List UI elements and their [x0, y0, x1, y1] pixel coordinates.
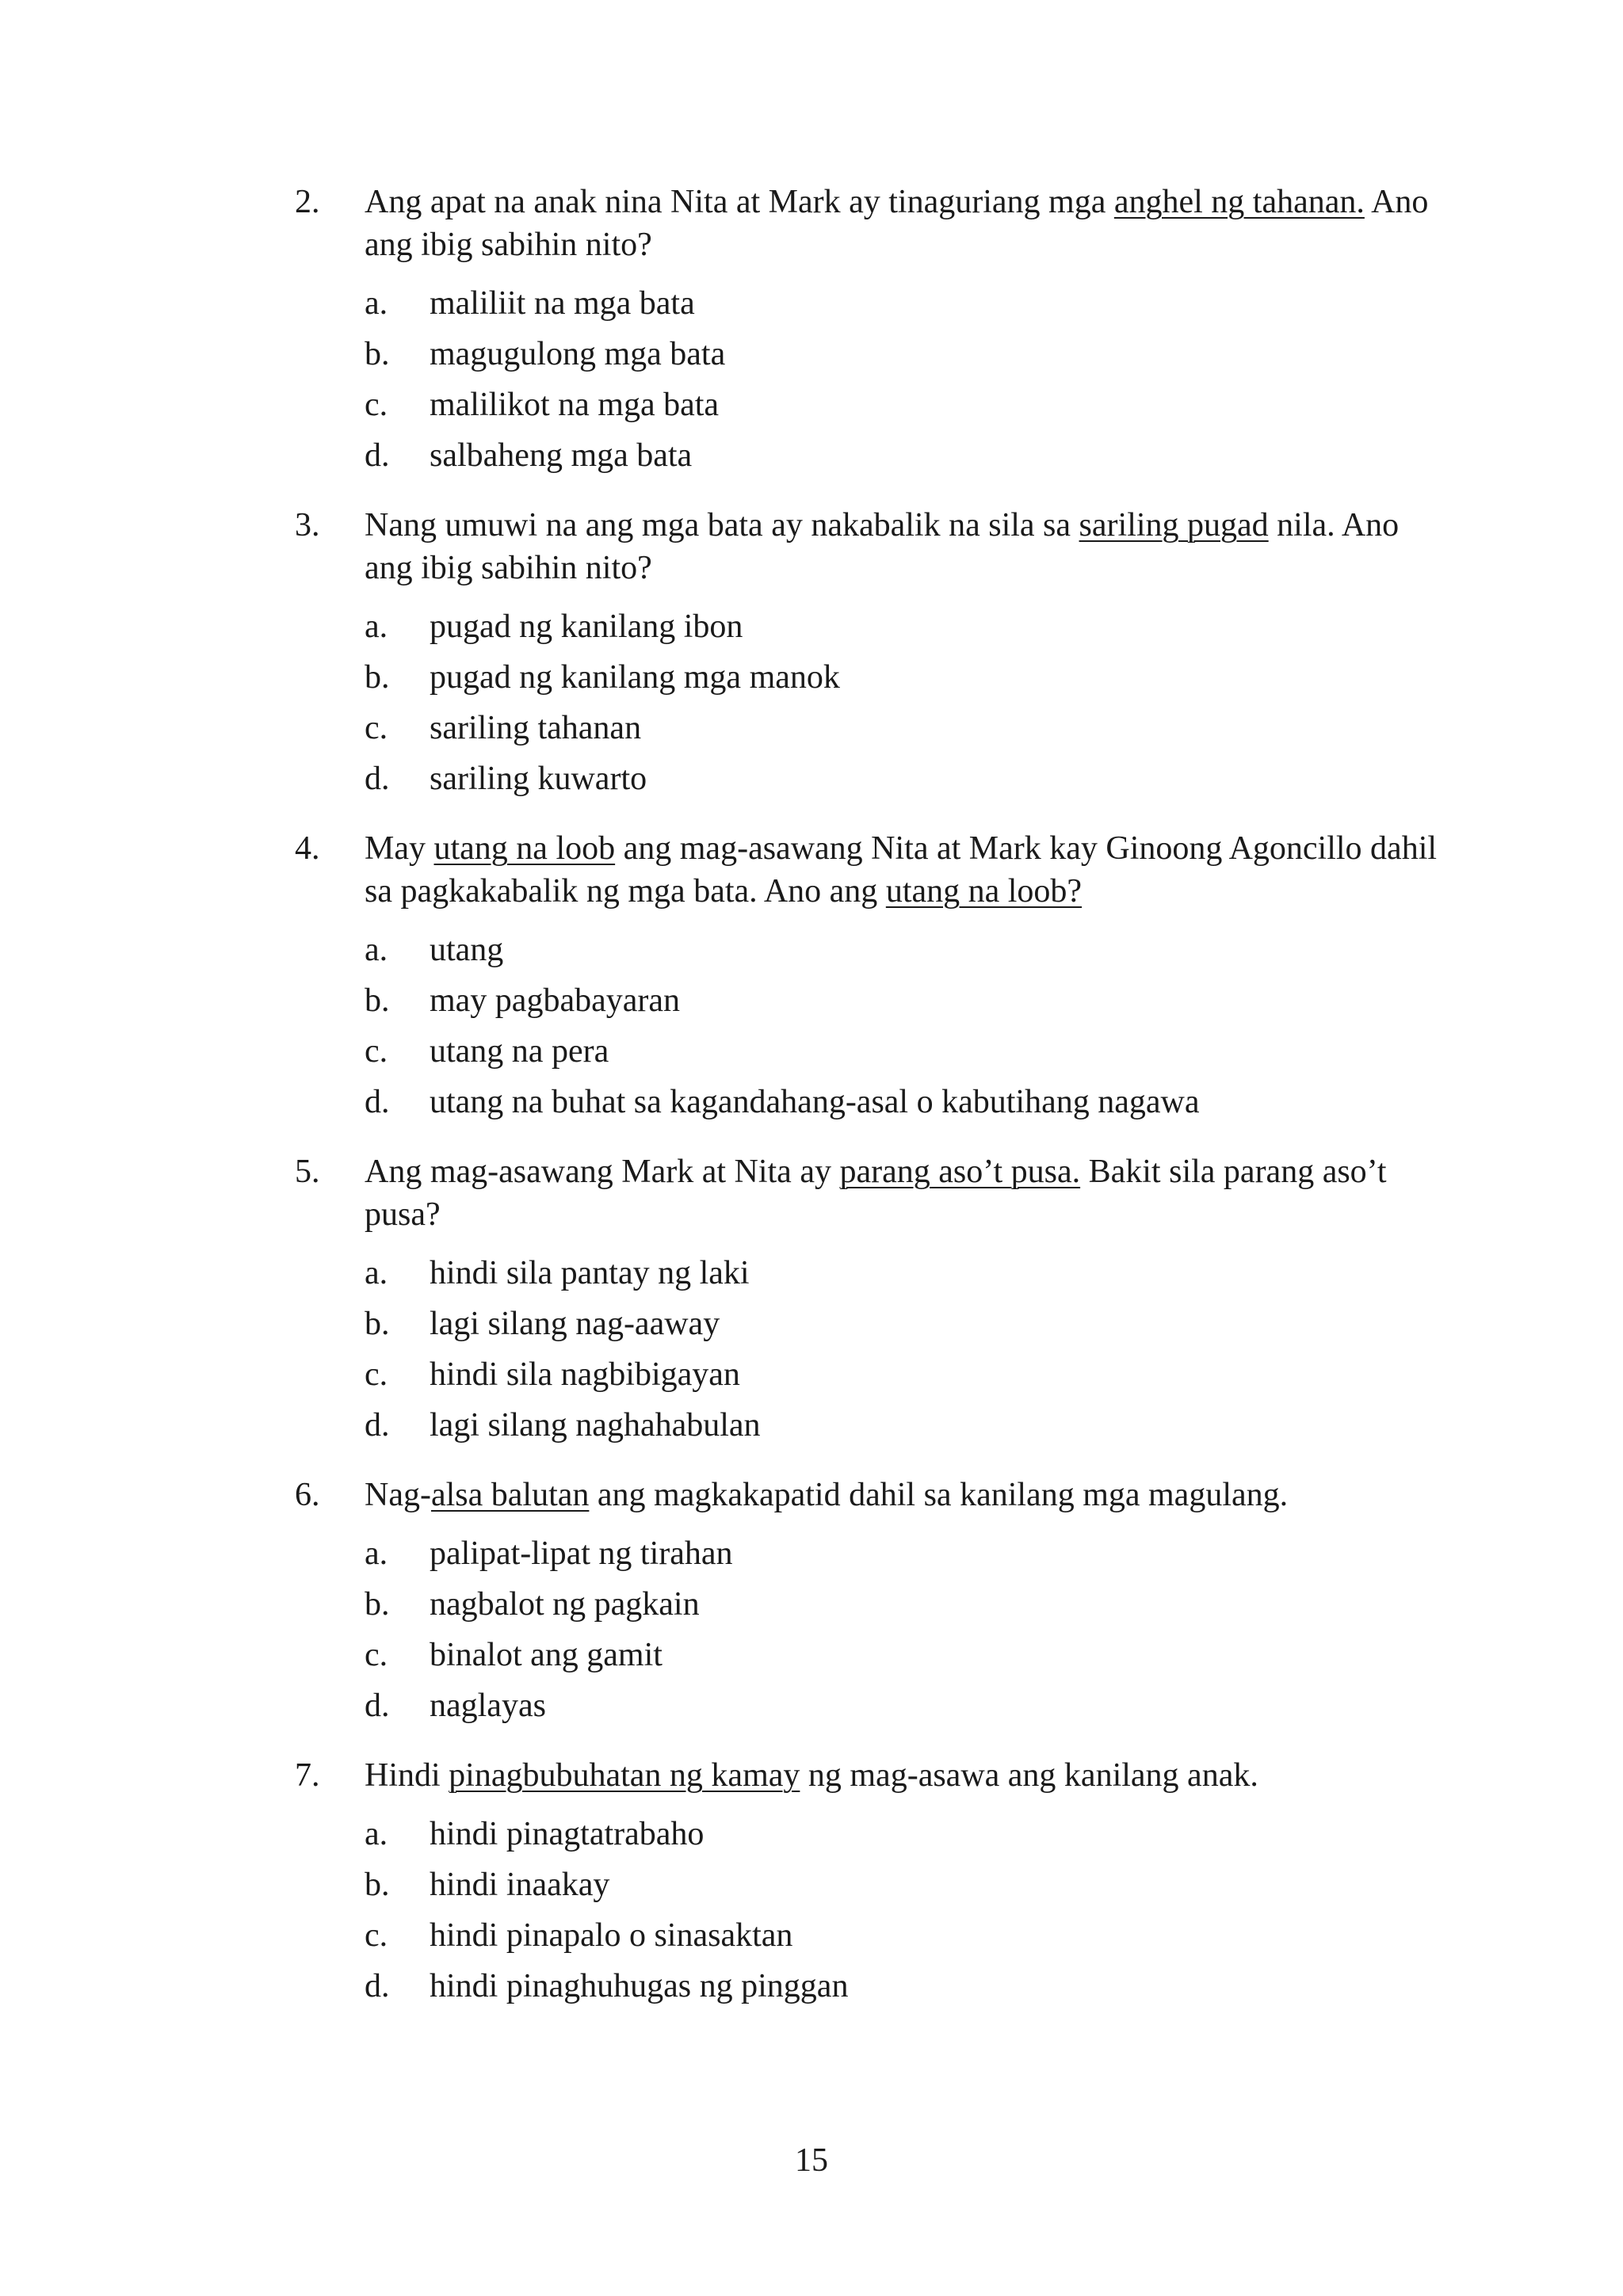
question-row	[295, 827, 1444, 913]
choice-text: sariling kuwarto	[430, 761, 647, 797]
question-text-segment: May	[365, 830, 434, 867]
choice-item	[365, 1532, 1444, 1583]
question-text	[365, 1474, 1444, 1516]
choice-text: palipat-lipat ng tirahan	[430, 1535, 733, 1572]
question-text-segment: Nang umuwi na ang mga bata ay nakabalik na sila sa	[365, 507, 1079, 543]
choice-text: hindi sila nagbibigayan	[430, 1356, 740, 1393]
choice-letter: b.	[365, 336, 390, 372]
choice-item	[365, 1684, 1444, 1735]
choice-item	[365, 1252, 1444, 1302]
choice-text: utang	[430, 932, 504, 968]
question-text	[365, 1754, 1444, 1797]
choice-letter: c.	[365, 1917, 388, 1954]
choice-letter: a.	[365, 285, 388, 322]
choice-letter: a.	[365, 1255, 388, 1291]
question-row	[295, 1474, 1444, 1516]
question-number: 2.	[295, 184, 320, 220]
question-item	[295, 504, 1444, 808]
choice-text: nagbalot ng pagkain	[430, 1586, 700, 1623]
question-text-segment: Ang apat na anak nina Nita at Mark ay tinaguriang mga	[365, 184, 1114, 220]
choice-list	[295, 1252, 1444, 1455]
choice-item	[365, 333, 1444, 383]
choice-item	[365, 979, 1444, 1030]
choice-list	[295, 929, 1444, 1131]
choice-text: hindi pinaghuhugas ng pinggan	[430, 1968, 849, 2004]
underlined-phrase: utang na loob?	[885, 873, 1083, 910]
choice-text: malilikot na mga bata	[430, 387, 720, 423]
choice-item	[365, 1863, 1444, 1914]
choice-list	[295, 282, 1444, 485]
question-text-segment: Nag-	[365, 1477, 431, 1513]
choice-text: magugulong mga bata	[430, 336, 726, 372]
choice-letter: c.	[365, 1637, 388, 1673]
choice-letter: b.	[365, 1306, 390, 1342]
question-row	[295, 504, 1444, 589]
choice-item	[365, 1813, 1444, 1863]
choice-list	[295, 1532, 1444, 1735]
question-text	[365, 504, 1444, 589]
choice-list	[295, 605, 1444, 808]
choice-item	[365, 605, 1444, 656]
question-number: 5.	[295, 1154, 320, 1190]
choice-text: hindi sila pantay ng laki	[430, 1255, 750, 1291]
choice-letter: c.	[365, 710, 388, 746]
choice-letter: d.	[365, 1968, 390, 2004]
choice-text: salbaheng mga bata	[430, 437, 693, 474]
underlined-phrase: pinagbubuhatan ng kamay	[449, 1757, 800, 1794]
choice-item	[365, 1081, 1444, 1131]
question-row	[295, 181, 1444, 266]
choice-text: pugad ng kanilang ibon	[430, 608, 743, 645]
question-text-segment: ang magkakapatid dahil sa kanilang mga magulang.	[589, 1477, 1289, 1513]
choice-letter: d.	[365, 1084, 390, 1120]
choice-letter: c.	[365, 387, 388, 423]
choice-item	[365, 757, 1444, 808]
choice-text: lagi silang nag-aaway	[430, 1306, 720, 1342]
question-text	[365, 1150, 1444, 1236]
choice-letter: b.	[365, 1867, 390, 1903]
choice-item	[365, 1634, 1444, 1684]
choice-item	[365, 434, 1444, 485]
choice-letter: a.	[365, 1535, 388, 1572]
choice-text: hindi pinapalo o sinasaktan	[430, 1917, 793, 1954]
choice-letter: d.	[365, 761, 390, 797]
choice-item	[365, 1914, 1444, 1965]
choice-text: lagi silang naghahabulan	[430, 1407, 761, 1444]
choice-letter: d.	[365, 1688, 390, 1724]
page-number: 15	[795, 2142, 828, 2179]
choice-item	[365, 1583, 1444, 1634]
choice-letter: c.	[365, 1356, 388, 1393]
choice-letter: d.	[365, 1407, 390, 1444]
underlined-phrase: utang na loob	[433, 830, 616, 867]
choice-item	[365, 282, 1444, 333]
choice-item	[365, 929, 1444, 979]
choice-letter: b.	[365, 982, 390, 1019]
choice-list	[295, 1813, 1444, 2016]
choice-item	[365, 1302, 1444, 1353]
choice-text: maliliit na mga bata	[430, 285, 695, 322]
underlined-phrase: sariling pugad	[1079, 507, 1269, 543]
question-item	[295, 1150, 1444, 1455]
choice-letter: a.	[365, 1816, 388, 1852]
choice-item	[365, 1965, 1444, 2016]
question-number: 3.	[295, 507, 320, 543]
question-text	[365, 827, 1444, 913]
choice-item	[365, 1353, 1444, 1404]
question-row	[295, 1754, 1444, 1797]
question-number: 6.	[295, 1477, 320, 1513]
question-item	[295, 1754, 1444, 2016]
question-text-segment: nila. Ano ang ibig sabihin nito?	[365, 507, 1400, 586]
choice-text: pugad ng kanilang mga manok	[430, 659, 840, 696]
choice-text: binalot ang gamit	[430, 1637, 663, 1673]
question-item	[295, 181, 1444, 485]
underlined-phrase: parang aso’t pusa.	[839, 1154, 1081, 1190]
choice-text: hindi inaakay	[430, 1867, 610, 1903]
choice-letter: d.	[365, 437, 390, 474]
question-text-segment: Bakit sila parang aso’t pusa?	[365, 1154, 1387, 1233]
question-item	[295, 827, 1444, 1131]
question-text-segment: ang mag-asawang Nita at Mark kay Ginoong Agoncillo dahil sa pagkakabalik ng mga bata. Ano ang	[365, 830, 1438, 910]
choice-text: may pagbabayaran	[430, 982, 681, 1019]
question-text-segment: ng mag-asawa ang kanilang anak.	[800, 1757, 1258, 1794]
choice-item	[365, 656, 1444, 707]
choice-text: sariling tahanan	[430, 710, 642, 746]
question-row	[295, 1150, 1444, 1236]
choice-letter: a.	[365, 608, 388, 645]
question-item	[295, 1474, 1444, 1735]
choice-text: utang na pera	[430, 1033, 609, 1070]
question-text-segment: Hindi	[365, 1757, 449, 1794]
choice-text: naglayas	[430, 1688, 546, 1724]
choice-letter: a.	[365, 932, 388, 968]
choice-letter: b.	[365, 659, 390, 696]
underlined-phrase: alsa balutan	[430, 1477, 590, 1513]
choice-item	[365, 1030, 1444, 1081]
choice-item	[365, 707, 1444, 757]
question-list	[295, 181, 1444, 2035]
question-number: 7.	[295, 1757, 320, 1794]
choice-text: utang na buhat sa kagandahang-asal o kabutihang nagawa	[430, 1084, 1200, 1120]
underlined-phrase: anghel ng tahanan.	[1113, 184, 1365, 220]
question-text-segment: Ang mag-asawang Mark at Nita ay	[365, 1154, 840, 1190]
choice-letter: c.	[365, 1033, 388, 1070]
question-text	[365, 181, 1444, 266]
choice-item	[365, 1404, 1444, 1455]
question-text-segment: Ano ang ibig sabihin nito?	[365, 184, 1429, 263]
choice-text: hindi pinagtatrabaho	[430, 1816, 705, 1852]
question-number: 4.	[295, 830, 320, 867]
choice-item	[365, 383, 1444, 434]
choice-letter: b.	[365, 1586, 390, 1623]
